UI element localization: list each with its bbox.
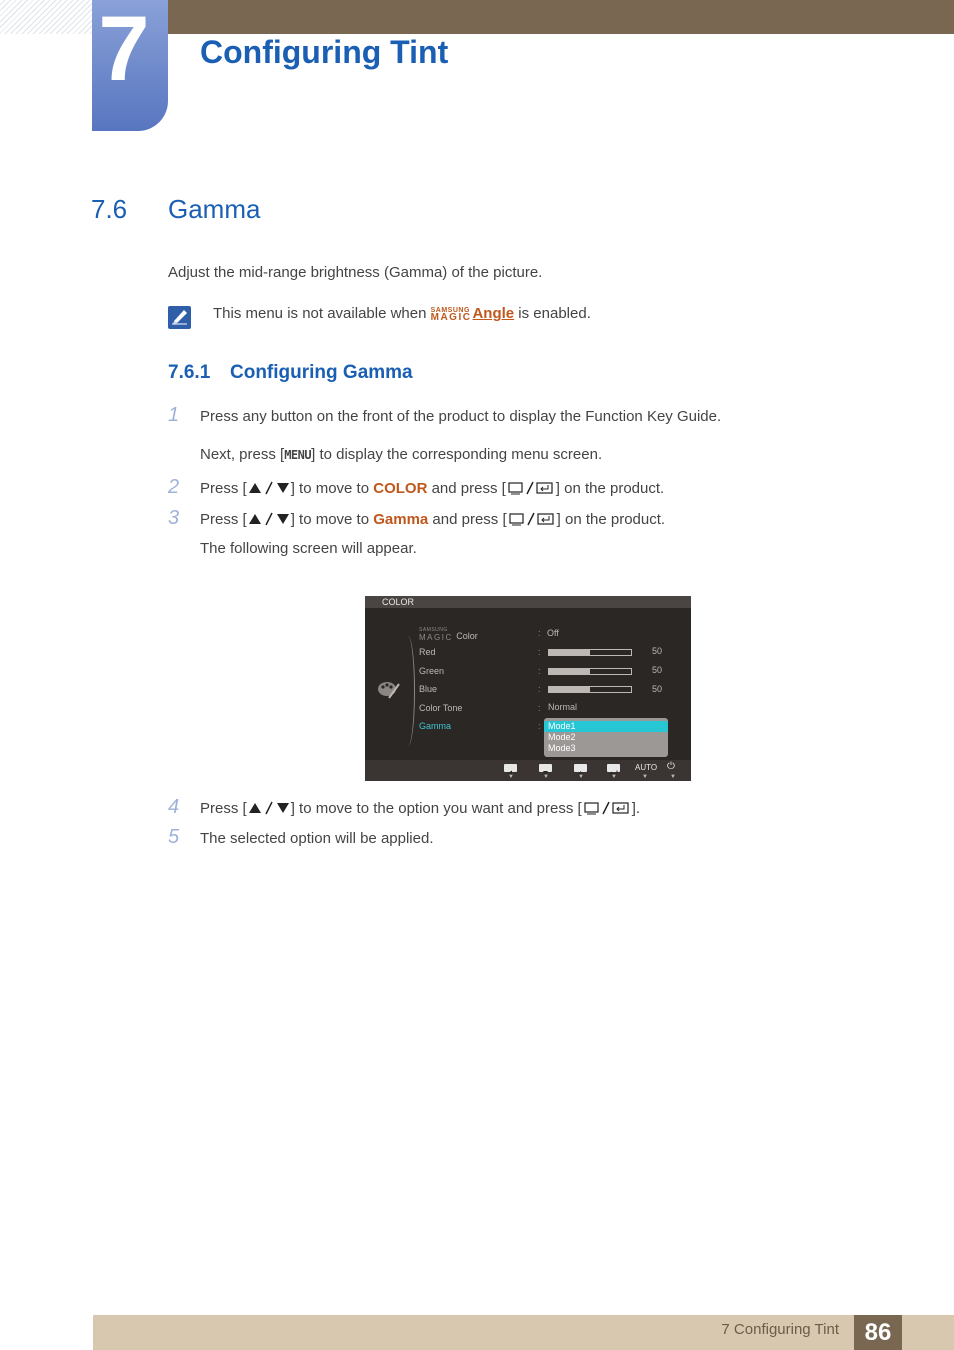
gamma-option-mode2[interactable]: Mode2 (548, 732, 576, 742)
osd-blue-value: 50 (652, 684, 663, 694)
gamma-option-mode3[interactable]: Mode3 (548, 743, 576, 753)
up-down-arrow-icon (247, 481, 291, 499)
gamma-keyword: Gamma (373, 511, 429, 528)
source-enter-icon (506, 481, 556, 499)
osd-green-slider[interactable] (548, 668, 632, 675)
chapter-title: Configuring Tint (200, 34, 449, 70)
osd-title: COLOR (382, 597, 415, 607)
step-5-number: 5 (168, 826, 180, 848)
osd-blue-slider[interactable] (548, 686, 632, 693)
step-2-number: 2 (168, 476, 180, 498)
up-down-arrow-icon (247, 512, 291, 530)
power-icon[interactable]: ⏻ (667, 761, 675, 772)
up-key-icon[interactable] (574, 764, 587, 772)
up-down-arrow-icon (247, 801, 291, 819)
osd-green-value: 50 (652, 665, 663, 675)
step-1-number: 1 (168, 404, 180, 426)
note-text (213, 305, 591, 322)
step-3-number: 3 (168, 507, 180, 529)
osd-red-value: 50 (652, 646, 663, 656)
osd-item-green[interactable]: Green (419, 666, 445, 676)
step-4-text: Press [ ] to move to the option you want and press [ ]. (200, 800, 641, 817)
osd-item-color-tone[interactable]: Color Tone (419, 703, 463, 713)
step-4-number: 4 (168, 796, 180, 818)
magic-angle-link[interactable]: Angle (472, 305, 515, 322)
osd-menu-arc (401, 636, 415, 746)
enter-key-icon[interactable] (607, 764, 620, 772)
source-enter-icon (507, 512, 557, 530)
footer-chapter-label: 7 Configuring Tint (721, 1321, 839, 1338)
gamma-options-dropdown[interactable] (544, 718, 668, 757)
osd-function-key-bar: ▼ ▼ ▼ ▼ AUTO ▼ ⏻ ▼ (365, 760, 691, 781)
source-enter-icon (582, 801, 632, 819)
palette-icon (377, 680, 401, 705)
osd-item-magic-color[interactable]: SAMSUNG MAGIC Color (419, 627, 478, 642)
menu-key: MENU (284, 448, 312, 462)
chapter-number: 7 (98, 0, 150, 100)
osd-color-menu: COLOR SAMSUNG MAGIC Color : Off Red : 50 Green : 50 Blue : 50 Color Tone : Normal Gamma : Mode1 Mode2 Mode3 ▼ ▼ ▼ ▼ AUTO ▼ ⏻ ▼ (365, 596, 691, 781)
step-1-next: Next, press [MENU] to display the corresponding menu screen. (200, 446, 603, 463)
note-text-before: This menu is not available when (213, 305, 431, 322)
note-pencil-icon (168, 306, 191, 329)
section-number: 7.6 (91, 194, 128, 224)
section-intro: Adjust the mid-range brightness (Gamma) of the picture. (168, 264, 543, 281)
osd-color-tone-value: Normal (548, 702, 578, 712)
header-hatch-pattern (0, 0, 92, 34)
osd-item-gamma[interactable]: Gamma (419, 721, 452, 731)
page-number: 86 (854, 1315, 902, 1350)
left-key-icon[interactable] (504, 764, 517, 772)
osd-title-bar (365, 596, 691, 608)
chapter-badge (92, 0, 168, 131)
osd-item-blue[interactable]: Blue (419, 684, 438, 694)
step-3-text: Press [ ] to move to Gamma and press [ ] on the product. (200, 511, 666, 528)
auto-key[interactable]: AUTO (635, 763, 658, 772)
down-key-icon[interactable] (539, 764, 552, 772)
step-1-text: Press any button on the front of the product to display the Function Key Guide. (200, 408, 722, 425)
subsection-number: 7.6.1 (168, 362, 211, 383)
gamma-option-mode1[interactable]: Mode1 (548, 721, 576, 731)
page-footer (93, 1315, 954, 1350)
section-title: Gamma (168, 194, 261, 224)
osd-red-slider[interactable] (548, 649, 632, 656)
osd-magic-color-value: Off (547, 628, 559, 638)
header-bar (168, 0, 954, 34)
samsung-magic-logo: SAMSUNG MAGIC (430, 307, 472, 323)
samsung-magic-logo: SAMSUNG MAGIC (419, 627, 453, 642)
step-2-text: Press [ ] to move to COLOR and press [ ] on the product. (200, 480, 665, 497)
note-text-after: is enabled. (514, 305, 591, 322)
step-3-followup: The following screen will appear. (200, 540, 417, 557)
osd-item-red[interactable]: Red (419, 647, 436, 657)
subsection-title: Configuring Gamma (230, 362, 413, 383)
color-keyword: COLOR (373, 480, 428, 497)
step-5-text: The selected option will be applied. (200, 830, 434, 847)
